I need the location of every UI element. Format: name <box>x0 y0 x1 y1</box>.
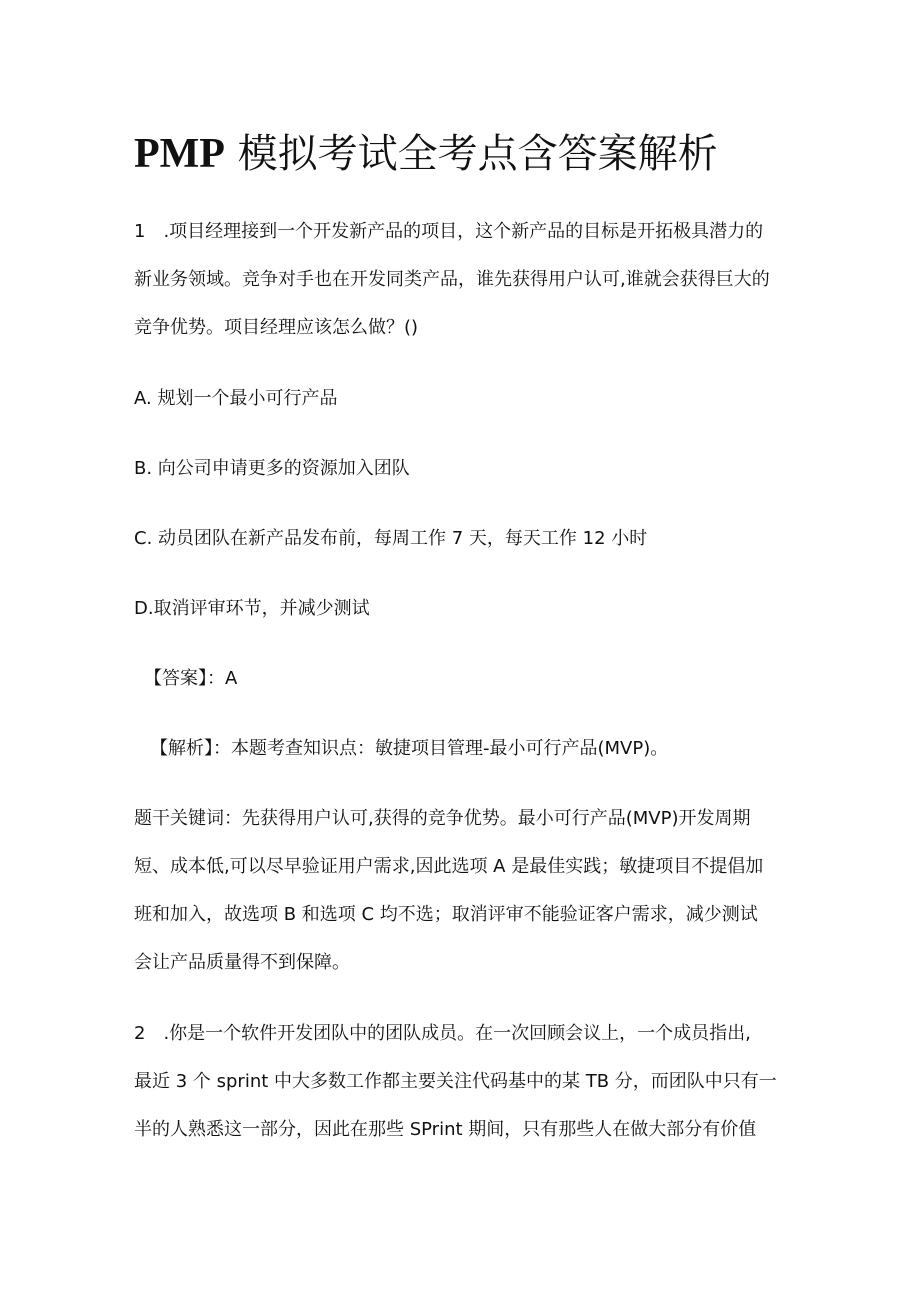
question-1-answer: 【答案】：A <box>144 668 238 689</box>
question-1-explanation-line-2: 短、成本低,可以尽早验证用户需求,因此选项 A 是最佳实践；敏捷项目不提倡加 <box>134 856 764 877</box>
question-1-option-d: D.取消评审环节，并减少测试 <box>134 598 370 619</box>
question-1-option-a: A. 规划一个最小可行产品 <box>134 388 338 409</box>
title-text: 模拟考试全考点含答案解析 <box>237 131 718 177</box>
question-1-explanation-line-3: 班和加入，故选项 B 和选项 C 均不选；取消评审不能验证客户需求，减少测试 <box>134 904 758 925</box>
question-2-text-line-2: 最近 3 个 sprint 中大多数工作都主要关注代码基中的某 TB 分，而团队中只有一 <box>134 1071 777 1092</box>
question-1-explanation-line-1: 题干关键词：先获得用户认可,获得的竞争优势。最小可行产品(MVP)开发周期 <box>134 808 751 829</box>
question-1-text-line-2: 新业务领域。竞争对手也在开发同类产品，谁先获得用户认可,谁就会获得巨大的 <box>134 269 770 290</box>
question-1-option-c: C. 动员团队在新产品发布前，每周工作 7 天，每天工作 12 小时 <box>134 528 648 549</box>
question-2-text-line-1: 2 .你是一个软件开发团队中的团队成员。在一次回顾会议上，一个成员指出, <box>134 1023 751 1044</box>
title-acronym: PMP <box>134 131 225 177</box>
question-1-explanation-line-4: 会让产品质量得不到保障。 <box>134 952 350 973</box>
question-1-text-line-3: 竞争优势。项目经理应该怎么做？() <box>134 317 419 338</box>
question-1-text-line-1: 1 .项目经理接到一个开发新产品的项目，这个新产品的目标是开拓极具潜力的 <box>134 221 764 242</box>
question-1-analysis: 【解析】：本题考查知识点：敏捷项目管理-最小可行产品(MVP)。 <box>150 738 669 759</box>
question-1-option-b: B. 向公司申请更多的资源加入团队 <box>134 458 410 479</box>
question-2-text-line-3: 半的人熟悉这一部分，因此在那些 SPrint 期间，只有那些人在做大部分有价值 <box>134 1119 757 1140</box>
page-title <box>134 128 834 180</box>
